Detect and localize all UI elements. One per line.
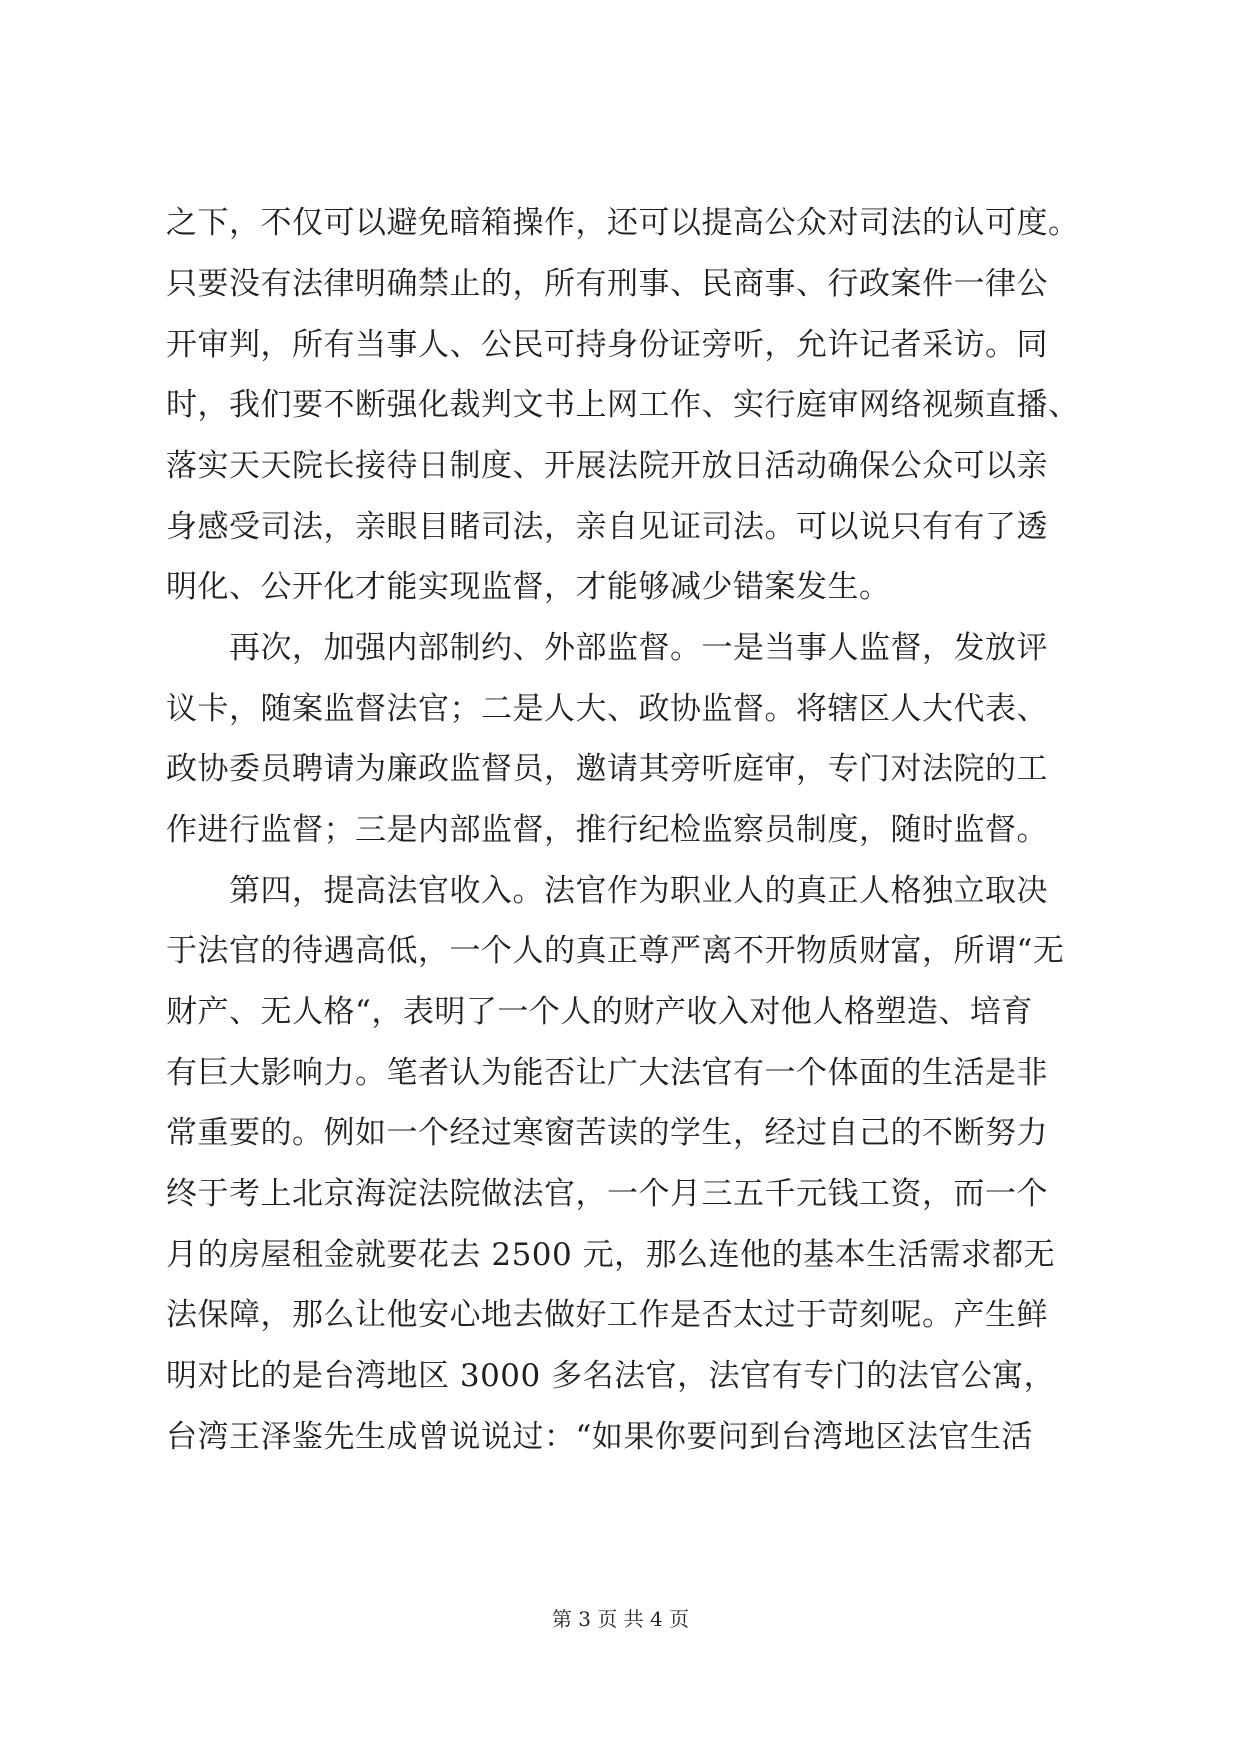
- body-line-1: 之下，不仅可以避免暗箱操作，还可以提高公众对司法的认可度。: [166, 205, 1080, 241]
- body-line-15: 有巨大影响力。笔者认为能否让广大法官有一个体面的生活是非: [166, 1055, 1048, 1091]
- body-line-13: 于法官的待遇高低，一个人的真正尊严离不开物质财富，所谓“无: [166, 933, 1065, 969]
- body-line-6: 身感受司法，亲眼目睹司法，亲自见证司法。可以说只有有了透: [166, 509, 1048, 545]
- body-line-19: 法保障，那么让他安心地去做好工作是否太过于苛刻呢。产生鲜: [166, 1297, 1048, 1333]
- body-line-21: 台湾王泽鉴先生成曾说说过：“如果你要问到台湾地区法官生活: [166, 1419, 1033, 1455]
- body-line-10: 政协委员聘请为廉政监督员，邀请其旁听庭审，专门对法院的工: [166, 751, 1048, 787]
- body-line-17: 终于考上北京海淀法院做法官，一个月三五千元钱工资，而一个: [166, 1176, 1048, 1212]
- body-line-7: 明化、公开化才能实现监督，才能够减少错案发生。: [166, 569, 891, 605]
- body-line-9: 议卡，随案监督法官；二是人大、政协监督。将辖区人大代表、: [166, 691, 1048, 727]
- body-line-8: 再次，加强内部制约、外部监督。一是当事人监督，发放评: [166, 630, 1048, 666]
- body-line-16: 常重要的。例如一个经过寒窗苦读的学生，经过自己的不断努力: [166, 1115, 1048, 1151]
- body-line-20: 明对比的是台湾地区 3000 多名法官，法官有专门的法官公寓，: [166, 1358, 1056, 1394]
- body-line-3: 开审判，所有当事人、公民可持身份证旁听，允许记者采访。同: [166, 327, 1048, 363]
- body-line-12: 第四，提高法官收入。法官作为职业人的真正人格独立取决: [166, 873, 1048, 909]
- body-line-11: 作进行监督；三是内部监督，推行纪检监察员制度，随时监督。: [166, 812, 1048, 848]
- body-line-18: 月的房屋租金就要花去 2500 元，那么连他的基本生活需求都无: [166, 1237, 1056, 1273]
- body-line-5: 落实天天院长接待日制度、开展法院开放日活动确保公众可以亲: [166, 448, 1048, 484]
- body-line-4: 时，我们要不断强化裁判文书上网工作、实行庭审网络视频直播、: [166, 387, 1080, 423]
- body-line-2: 只要没有法律明确禁止的，所有刑事、民商事、行政案件一律公: [166, 266, 1048, 302]
- page-footer: 第 3 页 共 4 页: [551, 1607, 690, 1631]
- body-line-14: 财产、无人格“，表明了一个人的财产收入对他人格塑造、培育: [166, 994, 1033, 1030]
